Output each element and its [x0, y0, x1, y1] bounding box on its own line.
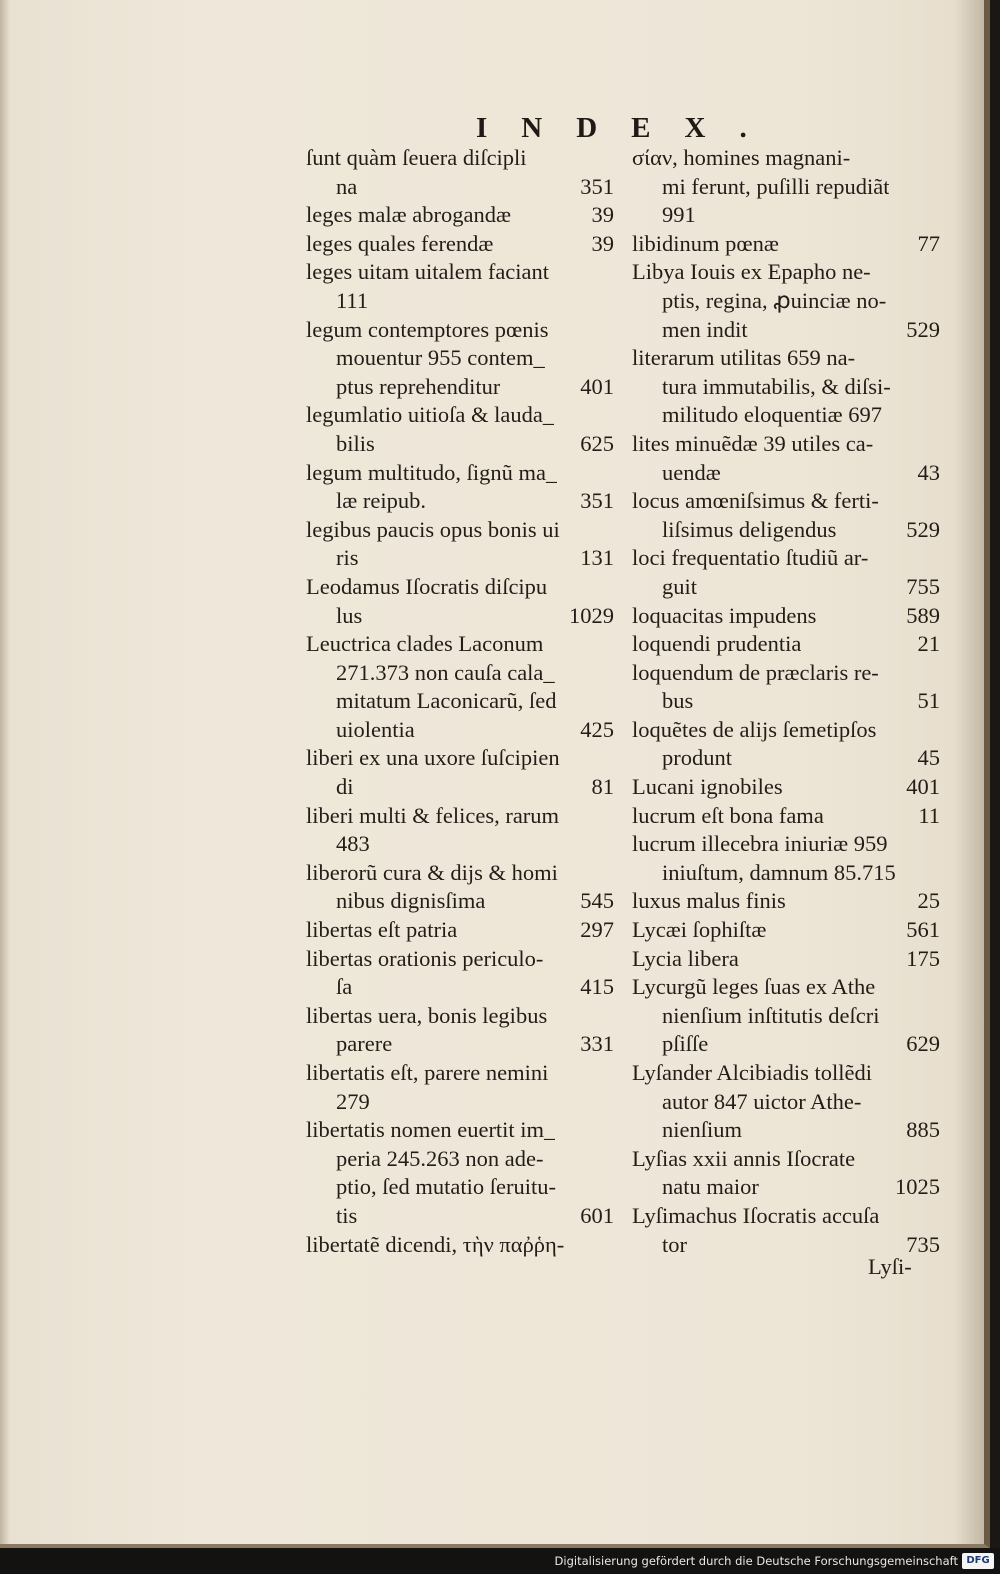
entry-text: men indit [662, 316, 748, 342]
index-entry-line [632, 716, 940, 745]
index-entry-line [306, 430, 614, 459]
dfg-logo: DFG [962, 1553, 994, 1569]
entry-text: mi ferunt, puſilli repudiãt [662, 173, 890, 199]
index-entry [632, 230, 940, 259]
index-entry-line [306, 144, 614, 173]
index-entry [632, 773, 940, 802]
page-reference: 401 [580, 373, 614, 399]
entry-text: uendæ [662, 459, 721, 485]
index-entry [306, 258, 614, 315]
entry-text: libertas uera, bonis legibus [306, 1002, 548, 1028]
index-entry-line [632, 487, 940, 516]
index-entry [632, 1059, 940, 1145]
index-entry-line [632, 916, 940, 945]
entry-text: literarum utilitas 659 na- [632, 345, 856, 371]
entry-text: liſsimus deligendus [662, 516, 837, 542]
index-entry-line [632, 773, 940, 802]
entry-text: libertatis nomen euertit im_ [306, 1117, 556, 1143]
entry-text: mouentur 955 contem_ [336, 345, 545, 371]
page-reference: 21 [917, 631, 940, 657]
page-reference: 425 [580, 716, 614, 742]
index-entry-line [632, 802, 940, 831]
entry-text: libertas eſt patria [306, 917, 458, 943]
entry-text: legum multitudo, ſignũ ma_ [306, 459, 558, 485]
index-entry-line [306, 573, 614, 602]
index-entry-line [306, 1002, 614, 1031]
page-edge-shade [954, 0, 984, 1544]
index-entry [306, 802, 614, 859]
page-reference [608, 659, 614, 688]
index-entry-line [632, 1202, 940, 1231]
entry-text: libertas orationis periculo- [306, 945, 544, 971]
entry-text: Leuctrica clades Laconum [306, 631, 544, 657]
page-reference [934, 716, 940, 745]
page-reference [934, 1002, 940, 1031]
page-reference: 755 [906, 573, 940, 599]
page-reference: 1025 [895, 1174, 940, 1200]
index-entry-line [306, 716, 614, 745]
index-entry-line [306, 859, 614, 888]
entry-text: σίαν, homines magnani- [632, 145, 851, 170]
index-entry-line [632, 830, 940, 859]
entry-text: natu maior [662, 1174, 759, 1200]
index-entry-line [632, 659, 940, 688]
index-entry-line [632, 344, 940, 373]
index-entry-line [306, 802, 614, 831]
page-gutter-shade [0, 0, 10, 1544]
entry-text: loquacitas impudens [632, 602, 817, 628]
page-reference [608, 630, 614, 659]
entry-text: bilis [336, 430, 375, 456]
entry-text: libertatis eſt, parere nemini [306, 1060, 549, 1085]
index-entry [306, 630, 614, 744]
page-reference [608, 1002, 614, 1031]
page-header: INDEX. [476, 112, 781, 144]
entry-text: pſiſſe [662, 1031, 709, 1057]
index-entry-line [306, 258, 614, 287]
index-entry-line [632, 316, 940, 345]
entry-text: 111 [336, 287, 369, 313]
index-entry-line [632, 430, 940, 459]
index-entry-line [306, 1145, 614, 1174]
page-reference: 401 [906, 774, 940, 800]
page-reference: 39 [591, 230, 614, 256]
page-reference [608, 401, 614, 430]
page-reference: 39 [591, 202, 614, 228]
index-entry [306, 859, 614, 916]
index-entry-line [632, 945, 940, 974]
index-entry-line [306, 1231, 614, 1260]
index-column-right [632, 144, 940, 1259]
index-entry-line [306, 316, 614, 345]
entry-text: tis [336, 1202, 358, 1228]
digitization-footer [0, 1548, 1000, 1574]
index-entry-line [306, 659, 614, 688]
page-reference [608, 344, 614, 373]
index-entry [632, 344, 940, 430]
page-reference [608, 287, 614, 316]
page-reference: 561 [906, 917, 940, 943]
index-entry-line [632, 144, 940, 173]
index-entry [306, 573, 614, 630]
page-reference: 11 [918, 802, 940, 828]
entry-text: Libya Iouis ex Epapho ne- [632, 259, 871, 285]
footer-credit: Digitalisierung gefördert durch die Deutsche Forschungsgemeinschaft [554, 1554, 958, 1568]
index-entry [632, 716, 940, 773]
page-reference [608, 1059, 614, 1088]
page-reference: 529 [906, 516, 940, 542]
entry-text: Lyſias xxii annis Iſocrate [632, 1145, 856, 1171]
page-reference: 601 [580, 1202, 614, 1228]
entry-text: ptio, ſed mutatio ſeruitu- [336, 1174, 556, 1200]
index-entry-line [632, 1173, 940, 1202]
page-reference [608, 316, 614, 345]
entry-text: ptis, regina, ꝓuinciæ no- [662, 287, 887, 313]
page-reference: 589 [906, 602, 940, 628]
page-reference: 81 [591, 774, 614, 800]
index-entry-line [306, 1116, 614, 1145]
page-reference: 415 [580, 974, 614, 1000]
index-entry [632, 630, 940, 659]
index-entry-line [632, 744, 940, 773]
index-entry-line [632, 173, 940, 202]
index-entry-line [306, 945, 614, 974]
page-reference [934, 1088, 940, 1117]
index-entry-line [306, 687, 614, 716]
index-entry-line [306, 1088, 614, 1117]
page-reference [934, 144, 940, 173]
index-entry-line [632, 230, 940, 259]
entry-text: leges malæ abrogandæ [306, 202, 511, 228]
page-reference [608, 687, 614, 716]
page-reference [934, 487, 940, 516]
page-reference: 331 [580, 1031, 614, 1057]
entry-text: autor 847 uictor Athe- [662, 1088, 862, 1114]
entry-text: liberi multi & felices, rarum [306, 802, 560, 828]
index-entry [632, 659, 940, 716]
page-reference [608, 573, 614, 602]
page-reference [608, 1088, 614, 1117]
entry-text: leges quales ferendæ [306, 230, 494, 256]
entry-text: Lucani ignobiles [632, 774, 783, 800]
index-entry [632, 1145, 940, 1202]
index-entry-line [632, 1059, 940, 1088]
catchword: Lyſi- [868, 1254, 912, 1279]
entry-text: ſa [336, 974, 353, 1000]
index-entry-line [306, 1030, 614, 1059]
page-reference: 45 [917, 745, 940, 771]
index-entry-line [632, 630, 940, 659]
page-reference: 885 [906, 1117, 940, 1143]
entry-text: mitatum Laconicarũ, ſed [336, 688, 557, 714]
page-reference: 77 [917, 230, 940, 256]
page-reference [608, 516, 614, 545]
index-entry-line [632, 258, 940, 287]
index-entry [632, 945, 940, 974]
index-entry-line [306, 744, 614, 773]
page-reference [608, 144, 614, 173]
entry-text: ptus reprehenditur [336, 373, 501, 399]
entry-text: luxus malus finis [632, 888, 786, 914]
page-reference: 545 [580, 888, 614, 914]
entry-text: lites minuẽdæ 39 utiles ca- [632, 430, 874, 456]
page-reference: 51 [917, 688, 940, 714]
index-entry-line [306, 173, 614, 202]
index-entry-line [306, 230, 614, 259]
index-entry [632, 916, 940, 945]
index-entry-line [632, 459, 940, 488]
index-entry-line [306, 459, 614, 488]
index-entry [306, 201, 614, 230]
entry-text: Lycæi ſophiſtæ [632, 917, 767, 943]
index-entry [306, 401, 614, 458]
index-entry [306, 230, 614, 259]
page-reference [934, 173, 940, 202]
page-reference [934, 258, 940, 287]
index-column-left [306, 144, 614, 1259]
entry-text: 271.373 non cauſa cala_ [336, 659, 555, 685]
index-entry-line [306, 487, 614, 516]
index-entry-line [306, 887, 614, 916]
index-entry-line [306, 516, 614, 545]
page-reference [934, 344, 940, 373]
entry-text: legum contemptores pœnis [306, 316, 549, 342]
index-entry-line [632, 887, 940, 916]
entry-text: peria 245.263 non ade- [336, 1145, 544, 1171]
index-entry-line [632, 516, 940, 545]
page-reference [608, 459, 614, 488]
page-reference [608, 1145, 614, 1174]
index-entry-line [306, 1202, 614, 1231]
page-reference: 297 [580, 917, 614, 943]
index-entry-line [306, 1059, 614, 1088]
page-reference [934, 287, 940, 316]
page-reference [608, 1231, 614, 1260]
index-entry-line [632, 1030, 940, 1059]
index-entry [632, 544, 940, 601]
index-entry [632, 802, 940, 831]
page-reference [934, 544, 940, 573]
page-reference: 529 [906, 316, 940, 342]
entry-text: loquendum de præclaris re- [632, 659, 879, 685]
index-entry-line [306, 344, 614, 373]
index-entry [306, 1231, 614, 1260]
entry-text: Leodamus Iſocratis diſcipu [306, 573, 548, 599]
index-entry [306, 1059, 614, 1116]
entry-text: lucrum eſt bona fama [632, 802, 824, 828]
entry-text: di [336, 774, 354, 800]
page-reference [934, 1059, 940, 1088]
index-entry-line [306, 830, 614, 859]
index-entry [306, 744, 614, 801]
page-reference [934, 830, 940, 859]
page-reference [608, 830, 614, 859]
entry-text: Lyſimachus Iſocratis accuſa [632, 1202, 880, 1228]
index-entry-line [632, 401, 940, 430]
entry-text: uiolentia [336, 716, 415, 742]
index-entry-line [306, 916, 614, 945]
index-entry-line [632, 373, 940, 402]
entry-text: legumlatio uitioſa & lauda_ [306, 402, 555, 428]
entry-text: loci frequentatio ſtudiũ ar- [632, 545, 869, 571]
entry-text: parere [336, 1031, 393, 1057]
index-entry-line [632, 201, 940, 230]
index-entry [632, 887, 940, 916]
index-entry-line [632, 544, 940, 573]
page-reference: 131 [580, 545, 614, 571]
index-entry-line [306, 201, 614, 230]
index-entry [632, 973, 940, 1059]
index-entry [306, 459, 614, 516]
entry-text: tor [662, 1231, 687, 1257]
entry-text: libidinum pœnæ [632, 230, 779, 256]
index-entry-line [632, 1088, 940, 1117]
entry-text: guit [662, 573, 698, 599]
index-entry-line [306, 973, 614, 1002]
entry-text: locus amœniſsimus & ferti- [632, 488, 879, 514]
index-entry [306, 916, 614, 945]
entry-text: ris [336, 545, 359, 571]
entry-text: 279 [336, 1088, 370, 1114]
index-entry-line [306, 287, 614, 316]
index-entry-line [306, 602, 614, 631]
index-entry [306, 1002, 614, 1059]
entry-text: lucrum illecebra iniuriæ 959 [632, 831, 888, 857]
page-reference: 629 [906, 1031, 940, 1057]
index-entry-line [306, 373, 614, 402]
entry-text: lus [336, 602, 363, 628]
index-entry [306, 1116, 614, 1230]
page-reference [934, 859, 940, 888]
page-reference [608, 744, 614, 773]
entry-text: ſunt quàm ſeuera diſcipli [306, 145, 527, 170]
index-entry [306, 516, 614, 573]
page-reference: 625 [580, 430, 614, 456]
entry-text: nienſium [662, 1117, 742, 1143]
index-entry-line [632, 287, 940, 316]
page-reference [934, 373, 940, 402]
entry-text: leges uitam uitalem faciant [306, 259, 550, 285]
page-reference [608, 1116, 614, 1145]
index-entry-line [632, 573, 940, 602]
index-entry-line [632, 973, 940, 1002]
page-reference [608, 945, 614, 974]
index-entry [632, 830, 940, 887]
entry-text: loquendi prudentia [632, 631, 802, 657]
page-reference [934, 973, 940, 1002]
page-reference: 351 [580, 173, 614, 199]
entry-text: loquẽtes de alijs ſemetipſos [632, 716, 877, 742]
entry-text: militudo eloquentiæ 697 [662, 402, 882, 428]
page-reference [934, 430, 940, 459]
entry-text: læ reipub. [336, 488, 426, 514]
page-reference [608, 1173, 614, 1202]
index-entry-line [632, 1116, 940, 1145]
page-reference [608, 859, 614, 888]
page-reference: 25 [917, 888, 940, 914]
page-reference [608, 802, 614, 831]
entry-text: nibus dignisſima [336, 888, 486, 914]
entry-text: libertatẽ dicendi, τὴν παῤῥη- [306, 1231, 565, 1257]
index-entry [632, 430, 940, 487]
entry-text: produnt [662, 745, 732, 771]
index-entry-line [306, 401, 614, 430]
index-entry-line [632, 1145, 940, 1174]
entry-text: na [336, 173, 358, 199]
entry-text: liberi ex una uxore ſuſcipien [306, 745, 560, 771]
index-entry [632, 258, 940, 344]
entry-text: tura immutabilis, & diſsi- [662, 373, 891, 399]
entry-text: 991 [662, 202, 696, 228]
index-entry [632, 602, 940, 631]
page-reference [608, 258, 614, 287]
index-entry [306, 144, 614, 201]
entry-text: legibus paucis opus bonis ui [306, 516, 560, 542]
page-reference: 735 [906, 1231, 940, 1257]
index-entry-line [632, 687, 940, 716]
entry-text: 483 [336, 831, 370, 857]
page-reference: 175 [906, 945, 940, 971]
index-entry-line [632, 602, 940, 631]
entry-text: nienſium inſtitutis deſcri [662, 1002, 880, 1028]
entry-text: Lycia libera [632, 945, 739, 971]
index-entry-line [306, 544, 614, 573]
page-reference: 43 [917, 459, 940, 485]
entry-text: iniuſtum, damnum 85.715 [662, 859, 896, 885]
page-reference [934, 1202, 940, 1231]
index-entry-line [632, 859, 940, 888]
index-entry [632, 487, 940, 544]
index-entry [306, 945, 614, 1002]
index-entry-line [306, 1173, 614, 1202]
entry-text: liberorũ cura & dijs & homi [306, 859, 558, 885]
index-entry-line [632, 1002, 940, 1031]
entry-text: Lycurgũ leges ſuas ex Athe [632, 974, 876, 1000]
entry-text: bus [662, 688, 694, 714]
index-entry-line [306, 630, 614, 659]
index-entry [632, 144, 940, 230]
page-reference: 351 [580, 488, 614, 514]
index-entry [306, 316, 614, 402]
index-entry [632, 1202, 940, 1259]
page-reference [934, 401, 940, 430]
page-reference [934, 1145, 940, 1174]
index-entry-line [306, 773, 614, 802]
page-reference: 1029 [569, 602, 614, 628]
page-reference [934, 659, 940, 688]
page-reference [934, 201, 940, 230]
entry-text: Lyſander Alcibiadis tollẽdi [632, 1060, 872, 1085]
